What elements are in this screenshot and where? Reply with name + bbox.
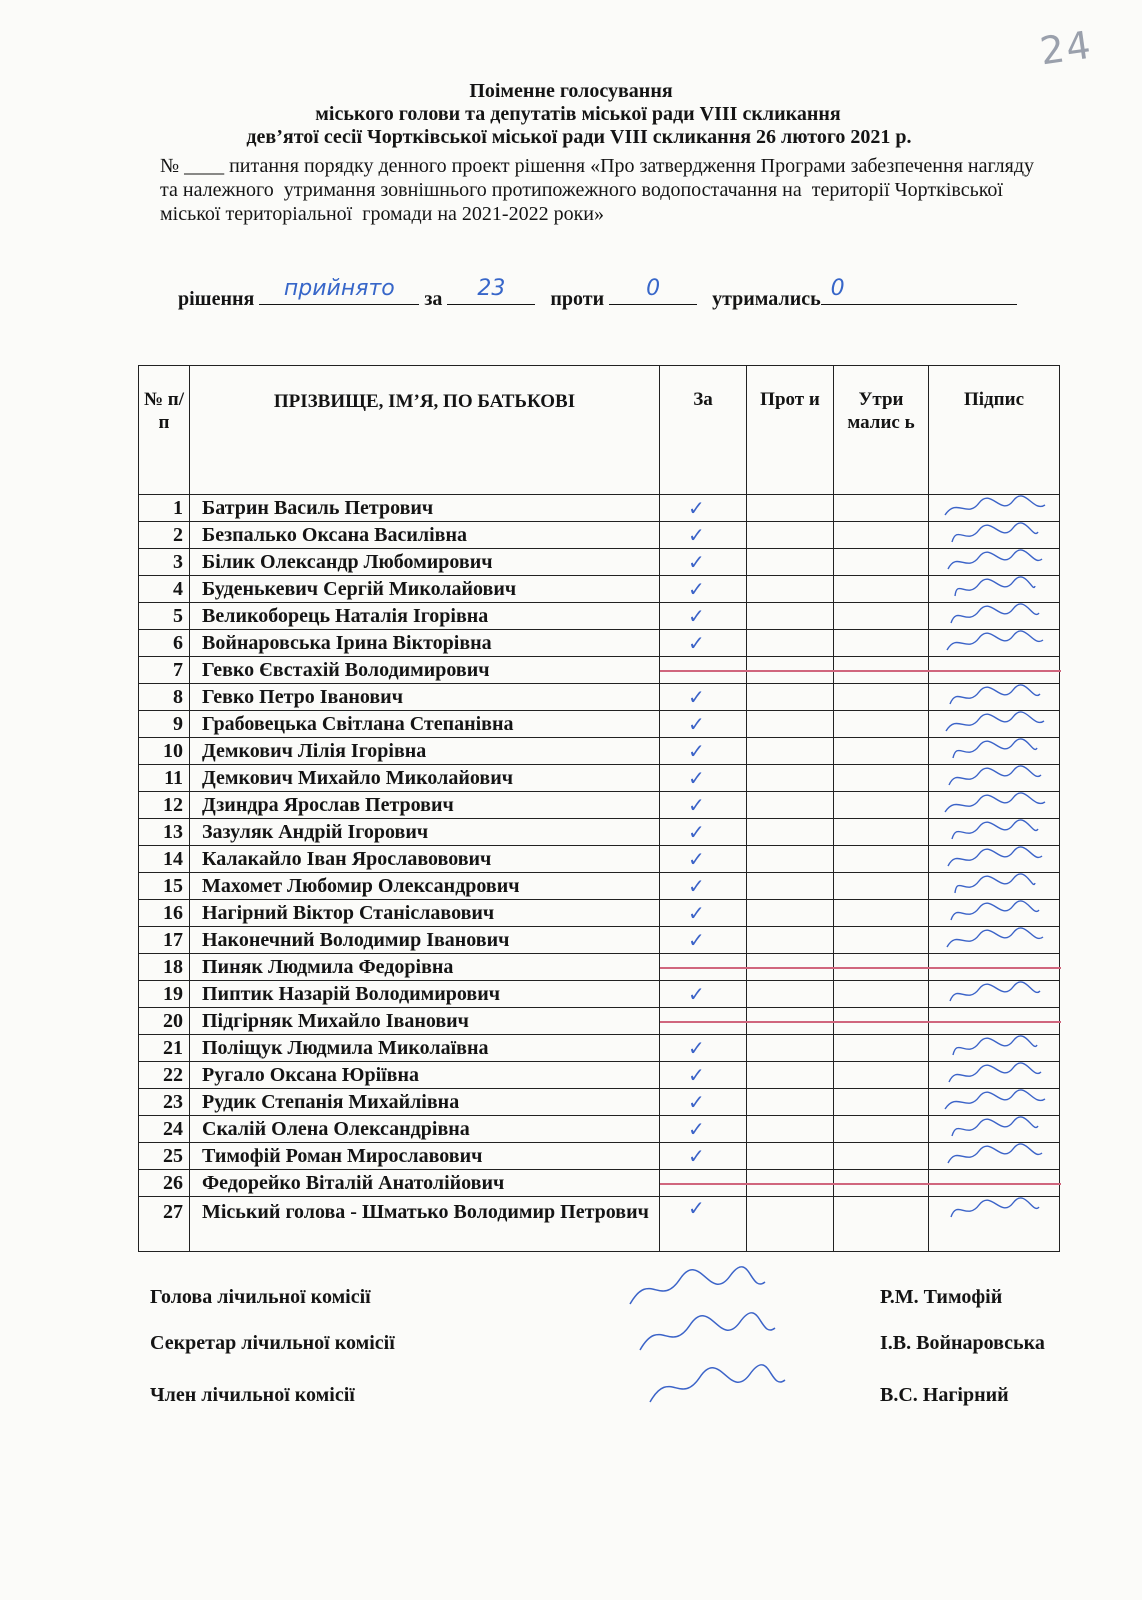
- signature-cell: [929, 900, 1060, 927]
- header-against: Прот и: [747, 366, 834, 495]
- vote-for-cell: [660, 549, 747, 576]
- handwritten-signature-icon: [937, 873, 1057, 899]
- vote-abstained-cell: [834, 1197, 929, 1252]
- strike-line: [660, 670, 748, 672]
- row-number: 7: [139, 657, 190, 684]
- table-row: [139, 792, 1060, 819]
- deputy-name: Федорейко Віталій Анатолійович: [190, 1170, 660, 1197]
- vote-against-cell: [747, 684, 834, 711]
- handwritten-signature-icon: [937, 1143, 1057, 1169]
- handwritten-signature-icon: [937, 522, 1057, 548]
- table-row: [139, 495, 1060, 522]
- deputy-name: Гевко Петро Іванович: [190, 684, 660, 711]
- vote-for-cell: [660, 684, 747, 711]
- row-number: 2: [139, 522, 190, 549]
- vote-for-cell: [660, 792, 747, 819]
- vote-abstained-cell: [834, 981, 929, 1008]
- row-number: 26: [139, 1170, 190, 1197]
- handwritten-signature-icon: [937, 711, 1057, 737]
- strike-line: [660, 1183, 748, 1185]
- vote-for-cell: [660, 495, 747, 522]
- handwritten-signature-icon: [937, 981, 1057, 1007]
- header-name: ПРІЗВИЩЕ, ІМ’Я, ПО БАТЬКОВІ: [190, 366, 660, 495]
- signature-cell: [929, 819, 1060, 846]
- vote-against-cell: [747, 819, 834, 846]
- handwritten-signature-icon: [937, 900, 1057, 926]
- row-number: 27: [139, 1197, 190, 1252]
- commission-person: В.С. Нагірний: [880, 1384, 1009, 1406]
- decision-blank: [259, 276, 419, 305]
- check-mark-icon: ✓: [688, 550, 705, 574]
- vote-abstained-cell: [834, 927, 929, 954]
- vote-for-cell: [660, 1170, 747, 1197]
- table-row: [139, 738, 1060, 765]
- table-row: [139, 981, 1060, 1008]
- table-row: [139, 1170, 1060, 1197]
- row-number: 14: [139, 846, 190, 873]
- abstained-label: утримались: [712, 288, 821, 310]
- table-row: [139, 954, 1060, 981]
- vote-against-cell: [747, 576, 834, 603]
- vote-against-cell: [747, 522, 834, 549]
- table-row: [139, 846, 1060, 873]
- decision-label: рішення: [178, 288, 255, 310]
- signature-cell: [929, 657, 1060, 684]
- signature-cell: [929, 522, 1060, 549]
- strike-line: [834, 967, 930, 969]
- check-mark-icon: ✓: [688, 766, 705, 790]
- strike-line: [929, 1021, 1061, 1023]
- deputy-name: Гевко Євстахій Володимирович: [190, 657, 660, 684]
- deputy-name: Пиптик Назарій Володимирович: [190, 981, 660, 1008]
- vote-for-cell: [660, 657, 747, 684]
- vote-abstained-cell: [834, 1116, 929, 1143]
- strike-line: [929, 670, 1061, 672]
- table-row: [139, 549, 1060, 576]
- deputy-name: Нагірний Віктор Станіславович: [190, 900, 660, 927]
- vote-against-cell: [747, 495, 834, 522]
- decision-line: [178, 276, 1078, 311]
- row-number: 10: [139, 738, 190, 765]
- signature-cell: [929, 1197, 1060, 1252]
- roll-call-table: [138, 365, 1060, 1252]
- vote-against-cell: [747, 1170, 834, 1197]
- deputy-name: Дзиндра Ярослав Петрович: [190, 792, 660, 819]
- row-number: 19: [139, 981, 190, 1008]
- check-mark-icon: ✓: [688, 496, 705, 520]
- row-number: 23: [139, 1089, 190, 1116]
- signature-cell: [929, 927, 1060, 954]
- check-mark-icon: ✓: [688, 1196, 705, 1220]
- signature-cell: [929, 873, 1060, 900]
- against-label: проти: [550, 288, 605, 310]
- row-number: 25: [139, 1143, 190, 1170]
- signature-cell: [929, 1116, 1060, 1143]
- table-row: [139, 927, 1060, 954]
- handwritten-signature-icon: [937, 927, 1057, 953]
- vote-for-cell: [660, 576, 747, 603]
- vote-abstained-cell: [834, 819, 929, 846]
- deputy-name: Поліщук Людмила Миколаївна: [190, 1035, 660, 1062]
- strike-line: [929, 967, 1061, 969]
- deputy-name: Підгірняк Михайло Іванович: [190, 1008, 660, 1035]
- vote-abstained-cell: [834, 1062, 929, 1089]
- strike-line: [834, 1183, 930, 1185]
- vote-against-cell: [747, 846, 834, 873]
- table-row: [139, 711, 1060, 738]
- strike-line: [660, 967, 748, 969]
- check-mark-icon: ✓: [688, 874, 705, 898]
- check-mark-icon: ✓: [688, 1063, 705, 1087]
- signature-cell: [929, 576, 1060, 603]
- row-number: 4: [139, 576, 190, 603]
- table-row: [139, 630, 1060, 657]
- check-mark-icon: ✓: [688, 928, 705, 952]
- deputy-name: Пиняк Людмила Федорівна: [190, 954, 660, 981]
- row-number: 12: [139, 792, 190, 819]
- handwritten-signature-icon: [640, 1362, 790, 1412]
- vote-for-cell: [660, 1143, 747, 1170]
- vote-against-cell: [747, 1008, 834, 1035]
- vote-against-cell: [747, 954, 834, 981]
- table-row: [139, 765, 1060, 792]
- row-number: 17: [139, 927, 190, 954]
- handwritten-signature-icon: [937, 495, 1057, 521]
- commission-role: Секретар лічильної комісії: [150, 1332, 395, 1354]
- vote-abstained-cell: [834, 765, 929, 792]
- handwritten-signature-icon: [937, 603, 1057, 629]
- strike-line: [747, 670, 835, 672]
- check-mark-icon: ✓: [688, 631, 705, 655]
- vote-for-cell: [660, 1116, 747, 1143]
- vote-abstained-cell: [834, 873, 929, 900]
- vote-against-cell: [747, 711, 834, 738]
- strike-line: [747, 1183, 835, 1185]
- signature-cell: [929, 1062, 1060, 1089]
- deputy-name: Міський голова - Шматько Володимир Петрович: [190, 1197, 660, 1252]
- signature-cell: [929, 711, 1060, 738]
- title-line-1: Поіменне голосування: [469, 80, 673, 102]
- abstained-blank: [821, 276, 1017, 305]
- commission-person: І.В. Войнаровська: [880, 1332, 1045, 1354]
- vote-against-cell: [747, 603, 834, 630]
- deputy-name: Рудик Степанія Михайлівна: [190, 1089, 660, 1116]
- handwritten-signature-icon: [630, 1310, 780, 1360]
- row-number: 11: [139, 765, 190, 792]
- check-mark-icon: ✓: [688, 1036, 705, 1060]
- table-row: [139, 576, 1060, 603]
- handwritten-signature-icon: [937, 1062, 1057, 1088]
- deputy-name: Безпалько Оксана Василівна: [190, 522, 660, 549]
- vote-for-cell: [660, 981, 747, 1008]
- commission-role: Член лічильної комісії: [150, 1384, 355, 1406]
- vote-against-cell: [747, 765, 834, 792]
- signature-cell: [929, 846, 1060, 873]
- strike-line: [834, 1021, 930, 1023]
- deputy-name: Демкович Лілія Ігорівна: [190, 738, 660, 765]
- commission-person: Р.М. Тимофій: [880, 1286, 1003, 1308]
- vote-against-cell: [747, 873, 834, 900]
- handwritten-signature-icon: [937, 1089, 1057, 1115]
- check-mark-icon: ✓: [688, 712, 705, 736]
- strike-line: [747, 967, 835, 969]
- deputy-name: Зазуляк Андрій Ігорович: [190, 819, 660, 846]
- signature-cell: [929, 954, 1060, 981]
- vote-against-cell: [747, 1116, 834, 1143]
- strike-line: [834, 670, 930, 672]
- row-number: 9: [139, 711, 190, 738]
- agenda-item-text: № ____ питання порядку денного проект рішення «Про затвердження Програми забезпечення нагляду та належного утримання зовнішнього протипожежного водопостачання на території Чортківської міської територіальної громади на 2021-2022 роки»: [160, 155, 1040, 225]
- header-abstained: Утри малис ь: [834, 366, 929, 495]
- signature-cell: [929, 738, 1060, 765]
- deputy-name: Тимофій Роман Мирославович: [190, 1143, 660, 1170]
- vote-for-cell: [660, 873, 747, 900]
- vote-for-cell: [660, 711, 747, 738]
- check-mark-icon: ✓: [688, 1090, 705, 1114]
- abstained-value: 0: [830, 276, 845, 301]
- signature-cell: [929, 1008, 1060, 1035]
- page-number: 24: [1037, 22, 1096, 74]
- vote-abstained-cell: [834, 1170, 929, 1197]
- row-number: 1: [139, 495, 190, 522]
- check-mark-icon: ✓: [688, 739, 705, 763]
- handwritten-signature-icon: [937, 684, 1057, 710]
- vote-abstained-cell: [834, 1035, 929, 1062]
- signature-cell: [929, 981, 1060, 1008]
- vote-abstained-cell: [834, 630, 929, 657]
- table-row: [139, 657, 1060, 684]
- deputy-name: Скалій Олена Олександрівна: [190, 1116, 660, 1143]
- title-line-2: міського голови та депутатів міської ради VIII скликання: [315, 103, 841, 125]
- deputy-name: Наконечний Володимир Іванович: [190, 927, 660, 954]
- handwritten-signature-icon: [937, 819, 1057, 845]
- signature-cell: [929, 684, 1060, 711]
- vote-abstained-cell: [834, 792, 929, 819]
- vote-abstained-cell: [834, 522, 929, 549]
- check-mark-icon: ✓: [688, 847, 705, 871]
- vote-against-cell: [747, 900, 834, 927]
- handwritten-signature-icon: [937, 1116, 1057, 1142]
- row-number: 3: [139, 549, 190, 576]
- vote-against-cell: [747, 1143, 834, 1170]
- signature-cell: [929, 1089, 1060, 1116]
- vote-abstained-cell: [834, 846, 929, 873]
- vote-abstained-cell: [834, 684, 929, 711]
- strike-line: [660, 1021, 748, 1023]
- vote-abstained-cell: [834, 1089, 929, 1116]
- check-mark-icon: ✓: [688, 604, 705, 628]
- table-row: [139, 819, 1060, 846]
- table-row: [139, 1035, 1060, 1062]
- vote-against-cell: [747, 738, 834, 765]
- signature-cell: [929, 1035, 1060, 1062]
- vote-for-cell: [660, 765, 747, 792]
- vote-for-cell: [660, 630, 747, 657]
- vote-for-cell: [660, 1008, 747, 1035]
- vote-against-cell: [747, 1035, 834, 1062]
- vote-abstained-cell: [834, 954, 929, 981]
- signature-cell: [929, 495, 1060, 522]
- vote-for-cell: [660, 522, 747, 549]
- against-blank: [609, 276, 697, 305]
- for-label: за: [424, 288, 443, 310]
- deputy-name: Грабовецька Світлана Степанівна: [190, 711, 660, 738]
- row-number: 6: [139, 630, 190, 657]
- table-row: [139, 684, 1060, 711]
- table-row: [139, 1197, 1060, 1252]
- table-row: [139, 1116, 1060, 1143]
- header-num: № п/п: [139, 366, 190, 495]
- header-for: За: [660, 366, 747, 495]
- handwritten-signature-icon: [937, 549, 1057, 575]
- vote-abstained-cell: [834, 738, 929, 765]
- header-signature: Підпис: [929, 366, 1060, 495]
- table-row: [139, 1089, 1060, 1116]
- signature-cell: [929, 765, 1060, 792]
- row-number: 22: [139, 1062, 190, 1089]
- vote-for-cell: [660, 846, 747, 873]
- signature-cell: [929, 792, 1060, 819]
- signature-cell: [929, 1170, 1060, 1197]
- handwritten-signature-icon: [937, 576, 1057, 602]
- row-number: 24: [139, 1116, 190, 1143]
- handwritten-signature-icon: [937, 738, 1057, 764]
- strike-line: [929, 1183, 1061, 1185]
- against-value: 0: [646, 276, 661, 301]
- signature-cell: [929, 549, 1060, 576]
- deputy-name: Ругало Оксана Юріївна: [190, 1062, 660, 1089]
- vote-against-cell: [747, 792, 834, 819]
- check-mark-icon: ✓: [688, 523, 705, 547]
- table-row: [139, 522, 1060, 549]
- vote-abstained-cell: [834, 1008, 929, 1035]
- check-mark-icon: ✓: [688, 820, 705, 844]
- table-row: [139, 1062, 1060, 1089]
- table-row: [139, 1143, 1060, 1170]
- vote-abstained-cell: [834, 549, 929, 576]
- strike-line: [747, 1021, 835, 1023]
- vote-for-cell: [660, 927, 747, 954]
- vote-against-cell: [747, 657, 834, 684]
- handwritten-signature-icon: [937, 846, 1057, 872]
- handwritten-signature-icon: [937, 630, 1057, 656]
- handwritten-signature-icon: [937, 1035, 1057, 1061]
- deputy-name: Войнаровська Ірина Вікторівна: [190, 630, 660, 657]
- vote-for-cell: [660, 819, 747, 846]
- row-number: 8: [139, 684, 190, 711]
- row-number: 20: [139, 1008, 190, 1035]
- deputy-name: Махомет Любомир Олександрович: [190, 873, 660, 900]
- vote-abstained-cell: [834, 603, 929, 630]
- check-mark-icon: ✓: [688, 577, 705, 601]
- row-number: 18: [139, 954, 190, 981]
- decision-value: прийнято: [283, 276, 395, 301]
- vote-abstained-cell: [834, 657, 929, 684]
- row-number: 15: [139, 873, 190, 900]
- check-mark-icon: ✓: [688, 793, 705, 817]
- check-mark-icon: ✓: [688, 1144, 705, 1168]
- signature-cell: [929, 603, 1060, 630]
- deputy-name: Калакайло Іван Ярославовович: [190, 846, 660, 873]
- vote-for-cell: [660, 738, 747, 765]
- check-mark-icon: ✓: [688, 685, 705, 709]
- vote-for-cell: [660, 1035, 747, 1062]
- deputy-name: Демкович Михайло Миколайович: [190, 765, 660, 792]
- handwritten-signature-icon: [937, 765, 1057, 791]
- vote-against-cell: [747, 927, 834, 954]
- deputy-name: Батрин Василь Петрович: [190, 495, 660, 522]
- handwritten-signature-icon: [937, 1197, 1057, 1223]
- vote-against-cell: [747, 1089, 834, 1116]
- vote-against-cell: [747, 549, 834, 576]
- row-number: 21: [139, 1035, 190, 1062]
- table-row: [139, 1008, 1060, 1035]
- title-line-3: дев’ятої сесії Чортківської міської ради VIII скликання 26 лютого 2021 р.: [246, 126, 912, 148]
- vote-for-cell: [660, 900, 747, 927]
- signature-cell: [929, 1143, 1060, 1170]
- vote-for-cell: [660, 954, 747, 981]
- check-mark-icon: ✓: [688, 901, 705, 925]
- table-row: [139, 873, 1060, 900]
- vote-abstained-cell: [834, 495, 929, 522]
- vote-abstained-cell: [834, 900, 929, 927]
- table-row: [139, 900, 1060, 927]
- check-mark-icon: ✓: [688, 1117, 705, 1141]
- deputy-name: Буденькевич Сергій Миколайович: [190, 576, 660, 603]
- handwritten-signature-icon: [620, 1264, 770, 1314]
- document-title: [0, 80, 1142, 149]
- vote-against-cell: [747, 1062, 834, 1089]
- vote-abstained-cell: [834, 576, 929, 603]
- for-blank: [447, 276, 535, 305]
- vote-for-cell: [660, 1062, 747, 1089]
- for-value: 23: [477, 276, 506, 301]
- row-number: 5: [139, 603, 190, 630]
- vote-for-cell: [660, 1089, 747, 1116]
- deputy-name: Великоборець Наталія Ігорівна: [190, 603, 660, 630]
- table-header-row: [139, 366, 1060, 495]
- vote-against-cell: [747, 981, 834, 1008]
- vote-for-cell: [660, 603, 747, 630]
- vote-against-cell: [747, 630, 834, 657]
- row-number: 16: [139, 900, 190, 927]
- vote-abstained-cell: [834, 711, 929, 738]
- vote-against-cell: [747, 1197, 834, 1252]
- vote-abstained-cell: [834, 1143, 929, 1170]
- table-row: [139, 603, 1060, 630]
- commission-role: Голова лічильної комісії: [150, 1286, 371, 1308]
- signature-cell: [929, 630, 1060, 657]
- deputy-name: Білик Олександр Любомирович: [190, 549, 660, 576]
- row-number: 13: [139, 819, 190, 846]
- vote-for-cell: [660, 1197, 747, 1252]
- check-mark-icon: ✓: [688, 982, 705, 1006]
- handwritten-signature-icon: [937, 792, 1057, 818]
